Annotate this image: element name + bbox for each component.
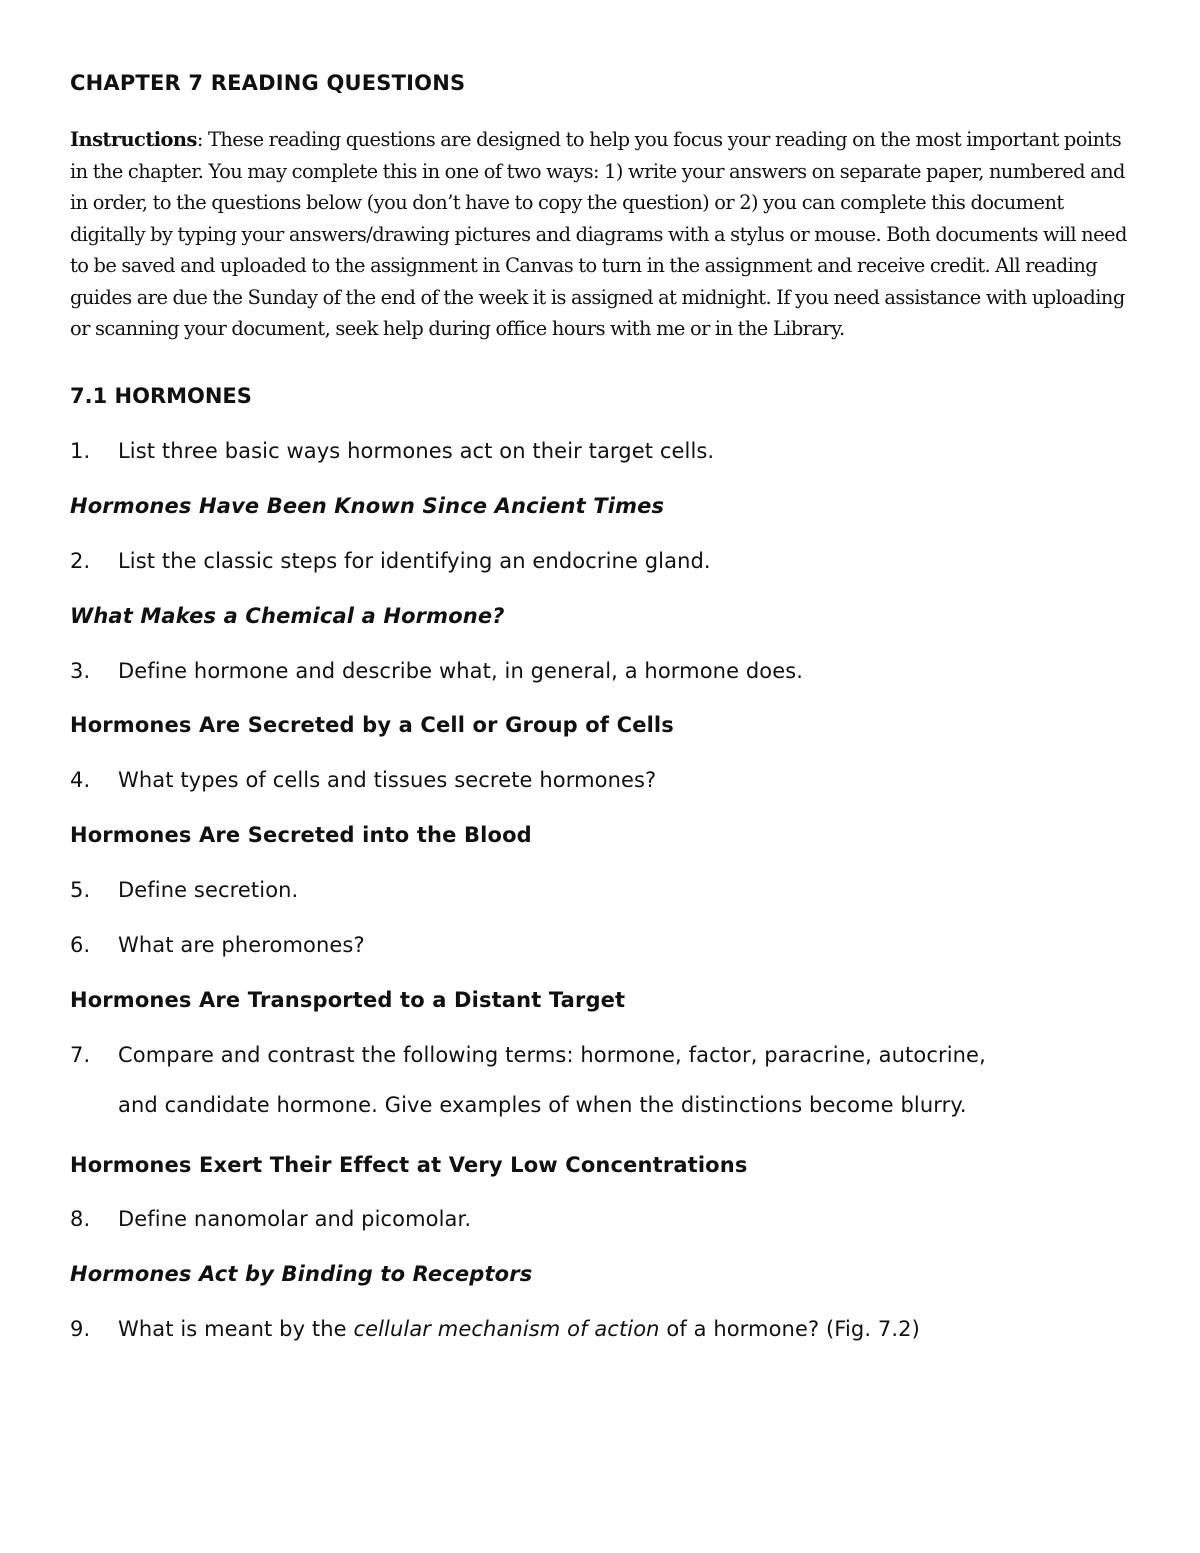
page-title: CHAPTER 7 READING QUESTIONS [70, 71, 466, 95]
question-number: 2. [70, 549, 91, 573]
question-text-line-1: Compare and contrast the following terms: hormone, factor, paracrine, autocrine, [118, 1043, 986, 1067]
subheading-secreted-by-cell: Hormones Are Secreted by a Cell or Group of Cells [70, 713, 674, 737]
section-title: 7.1 HORMONES [70, 384, 252, 408]
subheading-binding-receptors: Hormones Act by Binding to Receptors [70, 1262, 533, 1286]
question-number: 1. [70, 439, 91, 463]
question-text-italic: cellular mechanism of action [353, 1317, 660, 1341]
subheading-low-concentrations: Hormones Exert Their Effect at Very Low Concentrations [70, 1153, 748, 1177]
instructions-text: : These reading questions are designed to help you focus your reading on the most important points in the chapter. You may complete this in one of two ways: 1) write your answers on separate paper, numbered and in order, to the questions below (you don’t have to copy the question) or 2) you can complete this document digitally by typing your answers/drawing pictures and diagrams with a stylus or mouse. Both documents will need to be saved and uploaded to the assignment in Canvas to turn in the assignment and receive credit. All reading guides are due the Sunday of the end of the week it is assigned at midnight. If you need assistance with uploading or scanning your document, seek help during office hours with me or in the Library. [70, 128, 1127, 340]
question-number: 6. [70, 933, 91, 957]
instructions-paragraph [70, 124, 1132, 345]
subheading-distant-target: Hormones Are Transported to a Distant Target [70, 988, 626, 1012]
question-text-after: of a hormone? (Fig. 7.2) [659, 1317, 920, 1341]
question-text: Define secretion. [118, 878, 299, 902]
question-2 [70, 549, 711, 573]
subheading-what-makes-hormone: What Makes a Chemical a Hormone? [70, 604, 505, 628]
question-number: 9. [70, 1317, 91, 1341]
question-5 [70, 878, 298, 902]
question-text: List the classic steps for identifying an endocrine gland. [118, 549, 711, 573]
question-number: 7. [70, 1043, 91, 1067]
question-9 [70, 1317, 920, 1341]
question-number: 3. [70, 659, 91, 683]
question-6 [70, 933, 365, 957]
question-1 [70, 439, 714, 463]
question-text-before: What is meant by the [118, 1317, 354, 1341]
question-text: Define hormone and describe what, in general, a hormone does. [118, 659, 804, 683]
question-3 [70, 659, 803, 683]
subheading-ancient-times: Hormones Have Been Known Since Ancient Times [70, 494, 665, 518]
question-text: Define nanomolar and picomolar. [118, 1207, 472, 1231]
question-4 [70, 768, 656, 792]
question-number: 5. [70, 878, 91, 902]
question-8 [70, 1207, 471, 1231]
question-text: What types of cells and tissues secrete hormones? [118, 768, 657, 792]
subheading-secreted-into-blood: Hormones Are Secreted into the Blood [70, 823, 532, 847]
instructions-label: Instructions [70, 128, 197, 151]
question-number: 8. [70, 1207, 91, 1231]
question-text: What are pheromones? [118, 933, 365, 957]
question-7 [70, 1043, 986, 1117]
question-text-line-2: and candidate hormone. Give examples of when the distinctions become blurry. [118, 1093, 967, 1117]
question-number: 4. [70, 768, 91, 792]
question-text: List three basic ways hormones act on their target cells. [118, 439, 715, 463]
